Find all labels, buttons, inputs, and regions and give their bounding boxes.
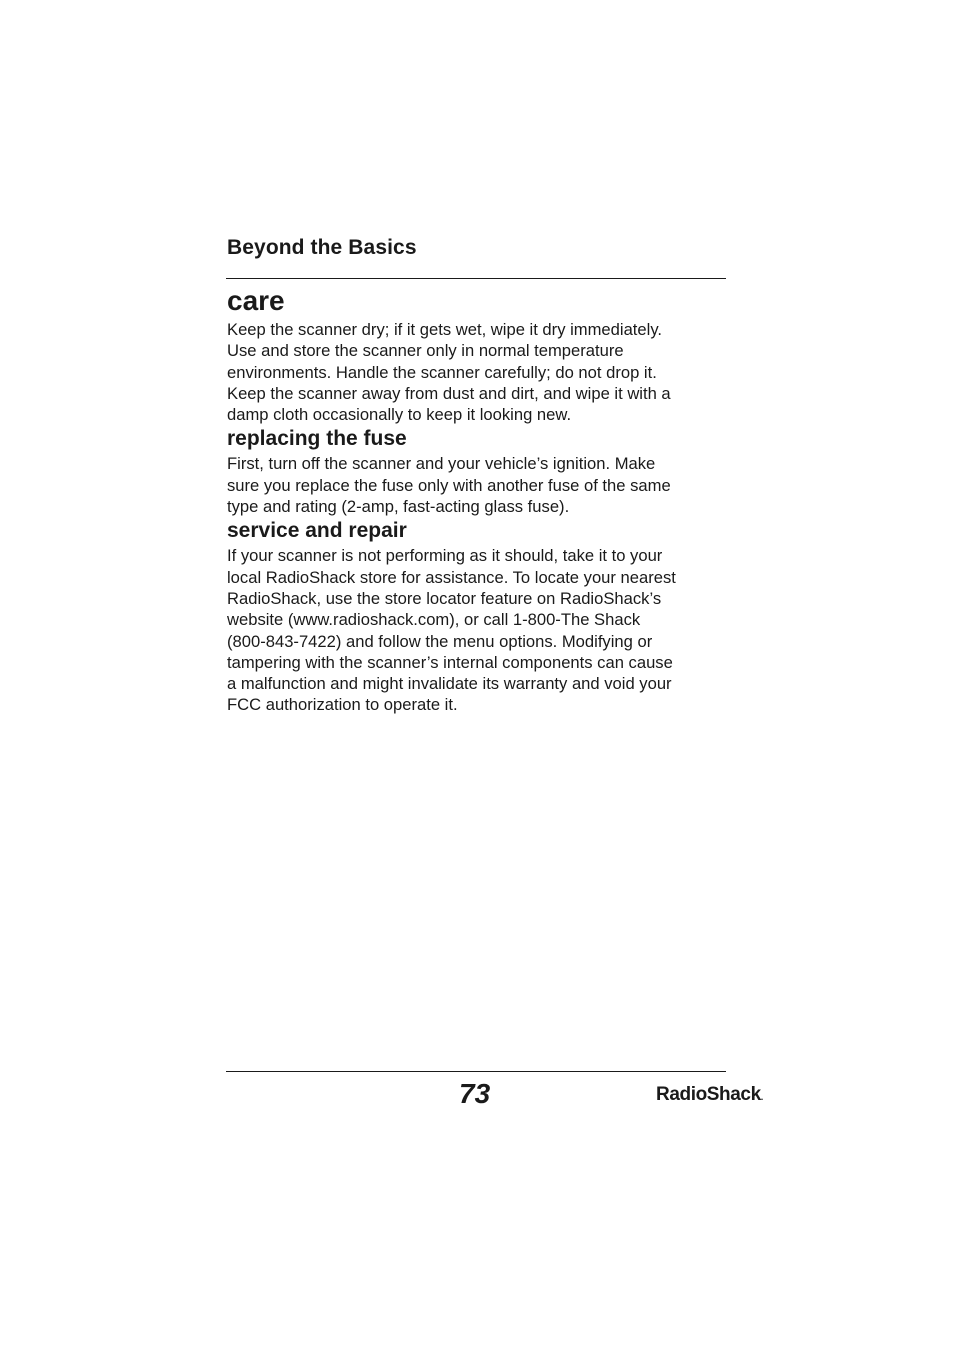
service-repair-heading: service and repair: [227, 519, 407, 543]
brand-name: RadioShack: [656, 1084, 761, 1105]
page-number: 73: [459, 1078, 491, 1109]
radioshack-logo: [656, 1084, 763, 1106]
replacing-fuse-paragraph: First, turn off the scanner and your vehicle’s ignition. Make sure you replace the fuse only with another fuse of the same type and rating (2-amp, fast-acting glass fuse).: [227, 454, 671, 517]
section-header: Beyond the Basics: [227, 236, 417, 259]
care-paragraph: Keep the scanner dry; if it gets wet, wipe it dry immediately. Use and store the scanner only in normal temperature environments. Handle the scanner carefully; do not drop it. Keep the scanner away from dust and dirt, and wipe it with a damp cloth occasionally to keep it looking new.: [227, 320, 671, 425]
header-divider: [226, 278, 726, 279]
page-content: [227, 283, 726, 716]
replacing-fuse-heading: replacing the fuse: [227, 427, 407, 451]
page-title: care: [227, 285, 285, 316]
service-repair-paragraph: If your scanner is not performing as it should, take it to your local RadioShack store for assistance. To locate your nearest RadioShack, use the store locator feature on RadioShack’s website (www.radioshack.com), or call 1-800-The Shack (800-843-7422) and follow the menu options. Modifying or tampering with the scanner’s internal components can cause a malfunction and might invalidate its warranty and void your FCC authorization to operate it.: [227, 546, 676, 715]
footer-divider: [226, 1071, 726, 1072]
brand-dot: .: [760, 1092, 764, 1102]
